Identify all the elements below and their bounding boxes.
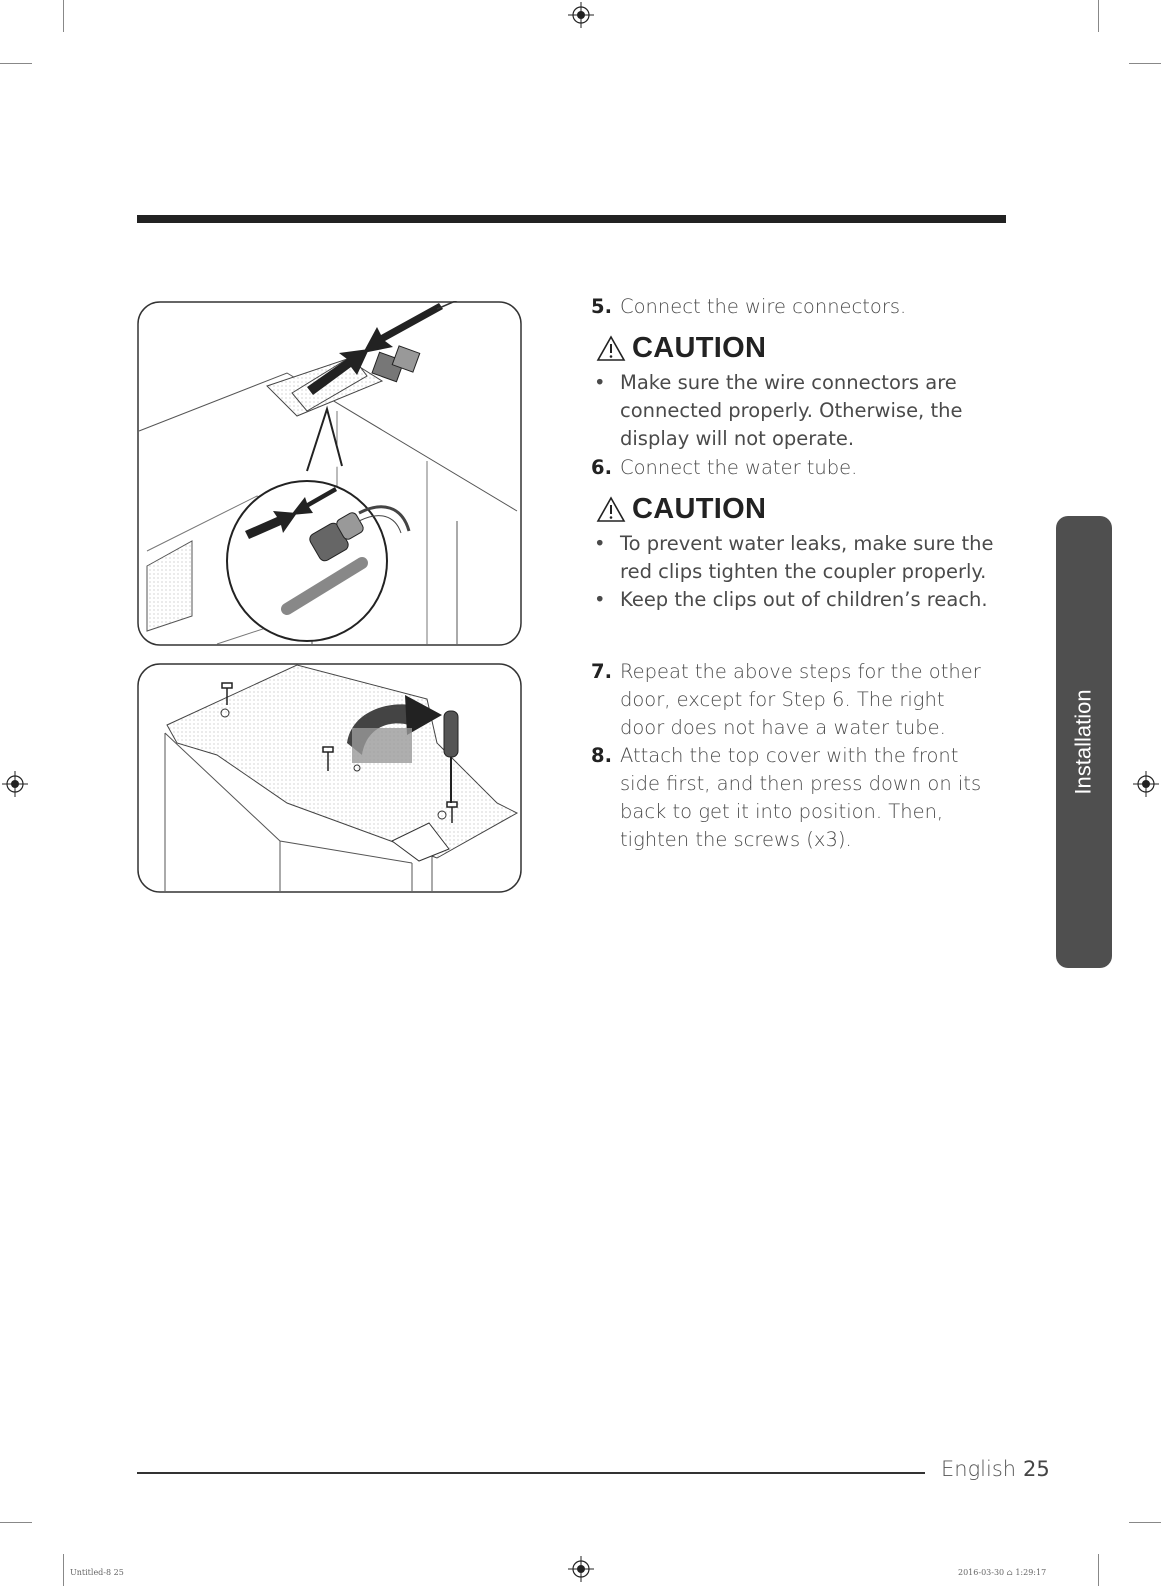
- top-cover-illustration: [137, 663, 522, 893]
- caution-heading: [596, 489, 766, 529]
- bullet-text: To prevent water leaks, make sure the red clips tighten the coupler properly.: [620, 532, 994, 583]
- step-text: Connect the wire connectors.: [620, 295, 907, 318]
- header-rule: [137, 215, 1006, 223]
- crop-mark: [0, 1522, 32, 1523]
- step-number: 6.: [591, 456, 612, 479]
- registration-mark-icon: [2, 771, 28, 797]
- caution-bullet: • Keep the clips out of children’s reach.: [594, 586, 994, 614]
- caution-label: CAUTION: [632, 492, 767, 525]
- step-8: [591, 742, 1001, 854]
- warning-triangle-icon: [596, 496, 626, 523]
- step-text: Repeat the above steps for the other door, except for Step 6. The right door does not have a water tube.: [620, 660, 981, 739]
- step-text: Attach the top cover with the front side first, and then press down on its back to get it into position. Then, tighten the screws (x3).: [620, 744, 982, 851]
- section-tab: [1056, 516, 1112, 968]
- step-number: 7.: [591, 660, 612, 683]
- warning-triangle-icon: [596, 335, 626, 362]
- step-7: [591, 658, 991, 742]
- crop-mark: [0, 63, 32, 64]
- registration-mark-icon: [1133, 771, 1159, 797]
- crop-mark: [63, 0, 64, 32]
- crop-mark: [63, 1554, 64, 1586]
- crop-mark: [1129, 1522, 1161, 1523]
- print-slug-left: Untitled-8 25: [70, 1568, 124, 1577]
- print-slug-right: 2016-03-30 ⌂ 1:29:17: [958, 1568, 1047, 1577]
- bullet-text: Keep the clips out of children’s reach.: [620, 588, 988, 611]
- caution-label: CAUTION: [632, 331, 767, 364]
- caution-heading: [596, 328, 766, 368]
- registration-mark-icon: [568, 1556, 594, 1582]
- caution-bullet: • Make sure the wire connectors are connected properly. Otherwise, the display will not operate.: [594, 369, 974, 453]
- section-tab-label: Installation: [1071, 689, 1096, 795]
- step-5: [591, 293, 906, 321]
- step-number: 5.: [591, 295, 612, 318]
- step-6: [591, 454, 857, 482]
- footer-rule: [137, 1472, 925, 1474]
- step-number: 8.: [591, 744, 612, 767]
- crop-mark: [1098, 0, 1099, 32]
- footer-language: English: [941, 1457, 1017, 1481]
- crop-mark: [1129, 63, 1161, 64]
- bullet-text: Make sure the wire connectors are connected properly. Otherwise, the display will not operate.: [620, 371, 963, 450]
- page-number: 25: [1023, 1457, 1050, 1481]
- caution-bullet: • To prevent water leaks, make sure the red clips tighten the coupler properly.: [594, 530, 994, 586]
- registration-mark-icon: [568, 2, 594, 28]
- crop-mark: [1098, 1554, 1099, 1586]
- step-text: Connect the water tube.: [620, 456, 858, 479]
- connector-illustration: [137, 301, 522, 646]
